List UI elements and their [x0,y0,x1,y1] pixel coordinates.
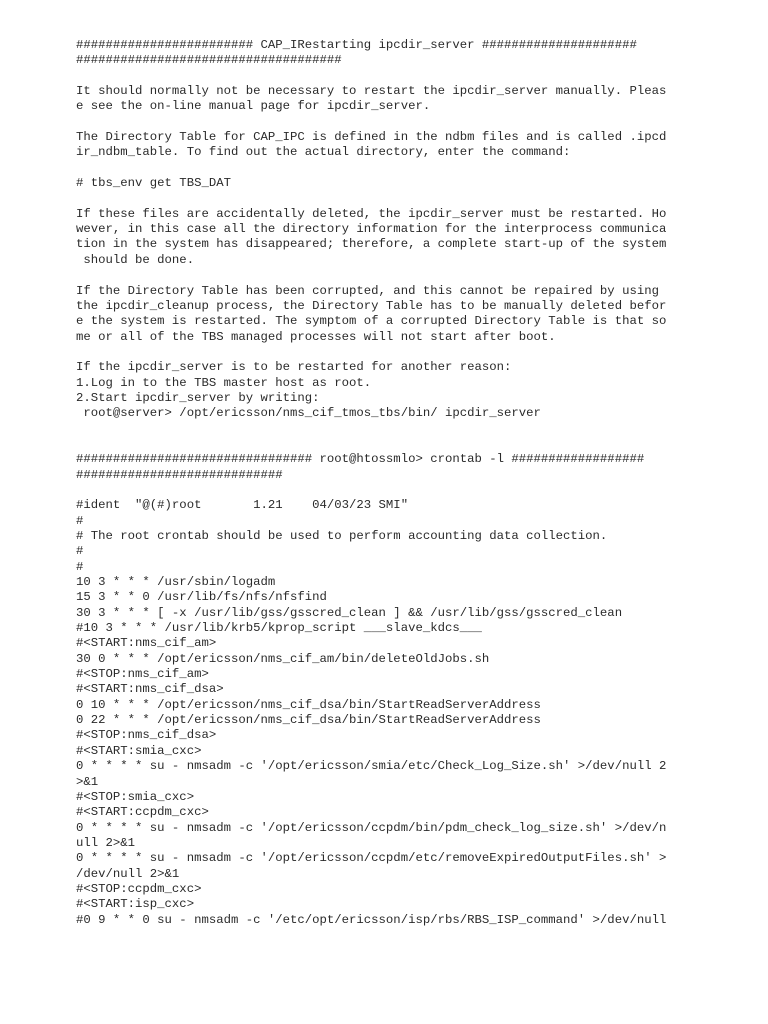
text-line: me or all of the TBS managed processes will not start after boot. [76,329,556,344]
text-line: 0 22 * * * /opt/ericsson/nms_cif_dsa/bin/StartReadServerAddress [76,713,541,728]
text-line: If the ipcdir_server is to be restarted for another reason: [76,360,512,375]
text-line: #<STOP:nms_cif_dsa> [76,728,217,743]
text-line [76,345,756,360]
text-line: ir_ndbm_table. To find out the actual directory, enter the command: [76,145,571,160]
text-line: # The root crontab should be used to perform accounting data collection. [76,529,608,543]
text-line [76,437,756,452]
text-line: 10 3 * * * /usr/sbin/logadm [76,575,276,590]
text-line: It should normally not be necessary to restart the ipcdir_server manually. Pleas [76,84,667,99]
text-line: 0 * * * * su - nmsadm -c '/opt/ericsson/ccpdm/etc/removeExpiredOutputFiles.sh' > [76,851,667,866]
text-line [76,115,756,130]
text-line: e see the on-line manual page for ipcdir_server. [76,99,431,114]
text-line: #<START:ccpdm_cxc> [76,805,209,820]
text-line: >&1 [76,774,99,789]
text-line: ull 2>&1 [76,835,136,850]
text-line: If the Directory Table has been corrupted, and this cannot be repaired by using [76,283,659,298]
text-line: 0 * * * * su - nmsadm -c '/opt/ericsson/smia/etc/Check_Log_Size.sh' >/dev/null 2 [76,759,667,774]
text-line: /dev/null 2>&1 [76,866,180,881]
text-line: 30 0 * * * /opt/ericsson/nms_cif_am/bin/deleteOldJobs.sh [76,651,490,666]
text-line: 0 * * * * su - nmsadm -c '/opt/ericsson/ccpdm/bin/pdm_check_log_size.sh' >/dev/n [76,820,667,835]
text-line: #<START:nms_cif_dsa> [76,682,224,697]
text-line: # [76,544,84,559]
text-line: #################################### [76,53,342,68]
text-line: root@server> /opt/ericsson/nms_cif_tmos_tbs/bin/ ipcdir_server [76,406,541,421]
text-line: wever, in this case all the directory information for the interprocess communica [76,222,667,237]
text-line: # tbs_env get TBS_DAT [76,176,231,191]
text-line: 1.Log in to the TBS master host as root. [76,375,372,390]
text-line: #<STOP:nms_cif_am> [76,667,209,682]
text-line: 0 10 * * * /opt/ericsson/nms_cif_dsa/bin/StartReadServerAddress [76,697,541,712]
text-line [76,69,756,84]
text-line: # [76,513,84,528]
text-line: 15 3 * * 0 /usr/lib/fs/nfs/nfsfind [76,590,327,605]
text-line: tion in the system has disappeared; therefore, a complete start-up of the system [76,237,667,252]
text-line: 2.Start ipcdir_server by writing: [76,390,320,405]
text-line: ############################ [76,467,283,482]
text-line: #10 3 * * * /usr/lib/krb5/kprop_script ___slave_kdcs___ [76,621,482,636]
text-line: #<START:nms_cif_am> [76,636,217,651]
text-line [76,422,756,437]
document-body [76,38,756,928]
text-line: the ipcdir_cleanup process, the Directory Table has to be manually deleted befor [76,298,667,313]
text-line [76,161,756,176]
text-line: should be done. [76,252,195,267]
text-line [76,483,756,498]
text-line: #0 9 * * 0 su - nmsadm -c '/etc/opt/ericsson/isp/rbs/RBS_ISP_command' >/dev/null [76,912,667,927]
text-line: #<STOP:smia_cxc> [76,789,195,804]
text-line [76,191,756,206]
text-line: #<START:isp_cxc> [76,897,195,912]
text-line: 30 3 * * * [ -x /usr/lib/gss/gsscred_clean ] && /usr/lib/gss/gsscred_clean [76,605,623,620]
text-line: ################################ root@htossmlo> crontab -l ################## [76,452,645,467]
text-line: ######################## CAP_IRestarting ipcdir_server ##################### [76,38,637,52]
text-line [76,268,756,283]
text-line: If these files are accidentally deleted, the ipcdir_server must be restarted. Ho [76,206,667,221]
text-line: #<STOP:ccpdm_cxc> [76,881,202,896]
text-line: The Directory Table for CAP_IPC is defined in the ndbm files and is called .ipcd [76,130,667,145]
text-line: #<START:smia_cxc> [76,743,202,758]
text-line: #ident "@(#)root 1.21 04/03/23 SMI" [76,498,409,513]
text-line: e the system is restarted. The symptom of a corrupted Directory Table is that so [76,314,667,329]
text-line: # [76,559,84,574]
